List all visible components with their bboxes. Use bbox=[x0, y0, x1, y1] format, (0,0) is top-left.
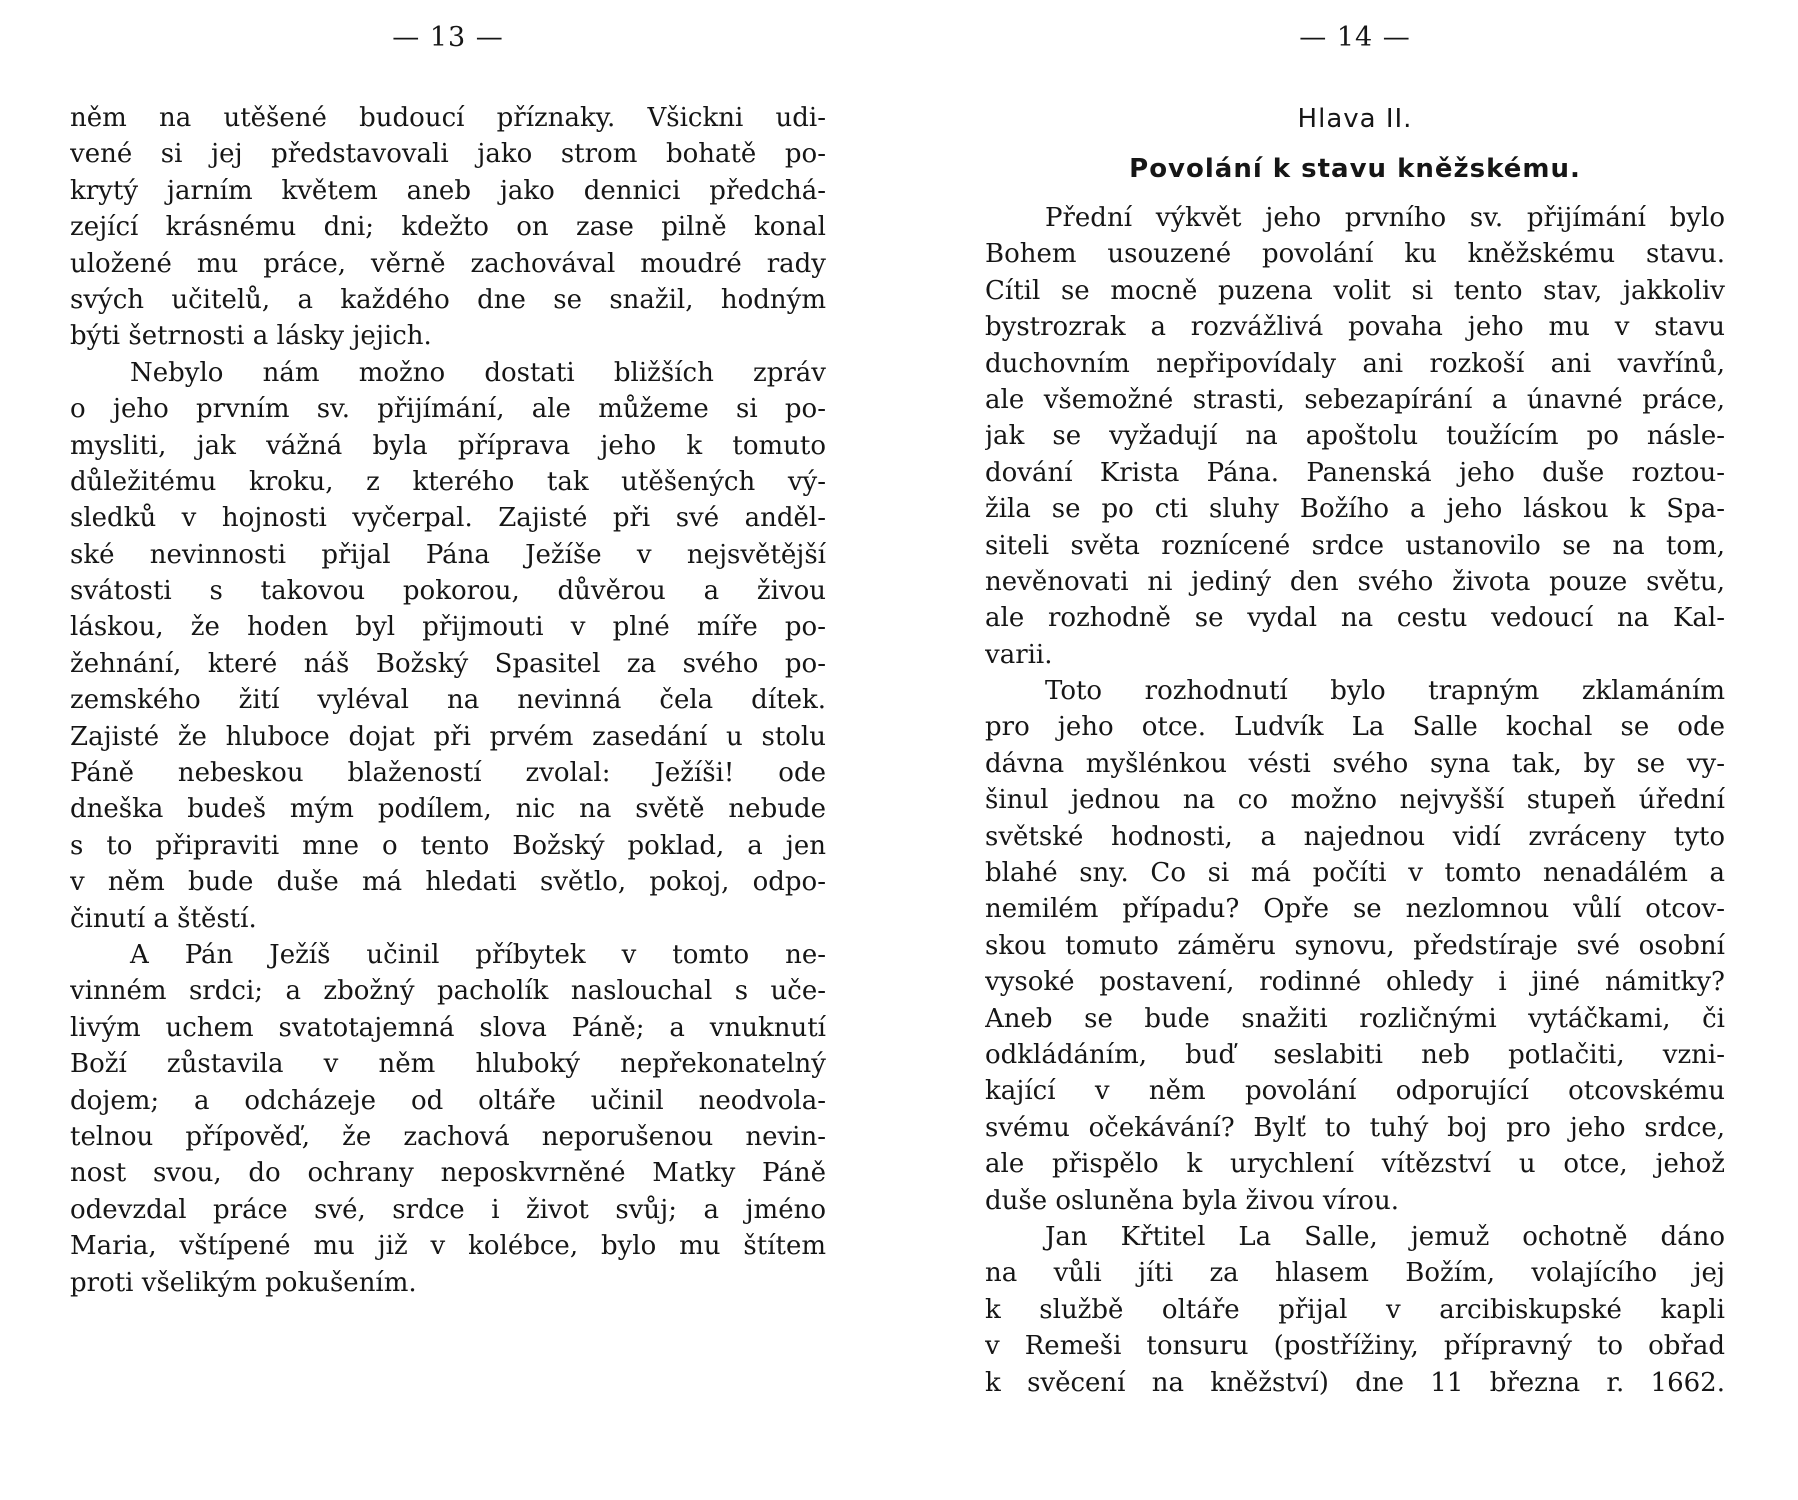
text-line: livým uchem svatotajemná slova Páně; a vnuknutí bbox=[70, 1012, 826, 1043]
text-line: blahé sny. Co si má počíti v tomto nenadálém a bbox=[985, 858, 1725, 889]
text-line: světské hodnosti, a najednou vidí zvráceny tyto bbox=[985, 821, 1725, 852]
text-line: jak se vyžadují na apoštolu toužícím po násle- bbox=[985, 421, 1725, 452]
text-line: ale rozhodně se vydal na cestu vedoucí na Kal- bbox=[985, 603, 1725, 634]
text-line: odkládáním, buď seslabiti neb potlačiti, vzni- bbox=[985, 1039, 1725, 1070]
text-line: Zajisté že hluboce dojat při prvém zasedání u stolu bbox=[70, 721, 826, 752]
text-line: Toto rozhodnutí bylo trapným zklamáním bbox=[1045, 676, 1725, 707]
text-line: nemilém případu? Opře se nezlomnou vůlí otcov- bbox=[985, 894, 1725, 925]
text-line: dojem; a odcházeje od oltáře učinil neodvola- bbox=[70, 1085, 826, 1116]
text-line: Jan Křtitel La Salle, jemuž ochotně dáno bbox=[1045, 1221, 1725, 1252]
text-line: důležitému kroku, z kterého tak utěšených vý- bbox=[70, 466, 826, 497]
text-line: Boží zůstavila v něm hluboký nepřekonatelný bbox=[70, 1049, 826, 1080]
text-line: pro jeho otce. Ludvík La Salle kochal se ode bbox=[985, 712, 1725, 743]
text-line: mysliti, jak vážná byla příprava jeho k tomuto bbox=[70, 430, 826, 461]
text-line: krytý jarním květem aneb jako dennici předchá- bbox=[70, 175, 826, 206]
text-line: uložené mu práce, věrně zachovával moudré rady bbox=[70, 248, 826, 279]
text-line: v něm bude duše má hledati světlo, pokoj, odpo- bbox=[70, 867, 826, 898]
chapter-title: Povolání k stavu kněžskému. bbox=[1129, 154, 1581, 184]
chapter-label: Hlava II. bbox=[1297, 104, 1413, 134]
text-line: dávna myšlénkou vésti svého syna tak, by se vy- bbox=[985, 748, 1725, 779]
text-line: svému očekávání? Bylť to tuhý boj pro jeho srdce, bbox=[985, 1112, 1725, 1143]
text-line: zející krásnému dni; kdežto on zase pilně konal bbox=[70, 212, 826, 243]
text-line: v Remeši tonsuru (postřížiny, přípravný to obřad bbox=[985, 1331, 1725, 1362]
text-line: žehnání, které náš Božský Spasitel za svého po- bbox=[70, 648, 826, 679]
text-line: o jeho prvním sv. přijímání, ale můžeme si po- bbox=[70, 394, 826, 425]
text-line: Nebylo nám možno dostati bližších zpráv bbox=[130, 357, 826, 388]
text-line: Cítil se mocně puzena volit si tento stav, jakkoliv bbox=[985, 275, 1725, 306]
text-line: proti všelikým pokušením. bbox=[70, 1267, 417, 1298]
text-line: Přední výkvět jeho prvního sv. přijímání bylo bbox=[1045, 203, 1725, 233]
left-page-text bbox=[70, 100, 826, 1301]
text-line: duše osluněna byla živou vírou. bbox=[985, 1185, 1399, 1216]
text-line: skou tomuto záměru synovu, předstíraje své osobní bbox=[985, 930, 1725, 961]
text-line: zemského žití vyléval na nevinná čela dítek. bbox=[70, 685, 826, 716]
text-line: svátosti s takovou pokorou, důvěrou a živou bbox=[70, 576, 826, 607]
text-line: bystrozrak a rozvážlivá povaha jeho mu v stavu bbox=[985, 312, 1725, 343]
text-line: vené si jej představovali jako strom bohatě po- bbox=[70, 139, 826, 170]
text-line: odevzdal práce své, srdce i život svůj; a jméno bbox=[70, 1194, 826, 1225]
text-line: varii. bbox=[985, 639, 1053, 670]
text-line: s to připraviti mne o tento Božský poklad, a jen bbox=[70, 830, 826, 861]
text-line: kající v něm povolání odporující otcovskému bbox=[985, 1076, 1725, 1107]
text-line: Bohem usouzené povolání ku kněžskému stavu. bbox=[985, 239, 1725, 270]
text-line: ské nevinnosti přijal Pána Ježíše v nejsvětější bbox=[70, 539, 826, 570]
right-page bbox=[985, 0, 1725, 1500]
text-line: k službě oltáře přijal v arcibiskupské kapli bbox=[985, 1294, 1725, 1325]
page-number-left: — 13 — bbox=[392, 22, 504, 53]
text-line: ale všemožné strasti, sebezapírání a únavné práce, bbox=[985, 384, 1725, 415]
text-line: vinném srdci; a zbožný pacholík naslouchal s uče- bbox=[70, 976, 826, 1007]
text-line: k svěcení na kněžství) dne 11 března r. 1662. bbox=[985, 1367, 1725, 1398]
text-line: svých učitelů, a každého dne se snažil, hodným bbox=[70, 284, 826, 315]
text-line: nost svou, do ochrany neposkvrněné Matky Páně bbox=[70, 1158, 826, 1189]
text-line: nevěnovati ni jediný den svého života pouze světu, bbox=[985, 566, 1725, 597]
text-line: činutí a štěstí. bbox=[70, 903, 257, 934]
text-line: vysoké postavení, rodinné ohledy i jiné námitky? bbox=[985, 967, 1725, 998]
text-line: A Pán Ježíš učinil příbytek v tomto ne- bbox=[130, 939, 826, 970]
text-line: duchovním nepřipovídaly ani rozkoší ani vavřínů, bbox=[985, 348, 1725, 379]
text-line: býti šetrnosti a lásky jejich. bbox=[70, 321, 432, 352]
text-line: siteli světa roznícené srdce ustanovilo se na tom, bbox=[985, 530, 1725, 561]
text-line: ale přispělo k urychlení vítězství u otce, jehož bbox=[985, 1149, 1725, 1180]
text-line: něm na utěšené budoucí příznaky. Všickni udi- bbox=[70, 103, 826, 133]
text-line: dneška budeš mým podílem, nic na světě nebude bbox=[70, 794, 826, 825]
text-line: Maria, vštípené mu již v kolébce, bylo mu štítem bbox=[70, 1231, 826, 1262]
right-page-text bbox=[985, 200, 1725, 1401]
text-line: láskou, že hoden byl přijmouti v plné míře po- bbox=[70, 612, 826, 643]
text-line: na vůli jíti za hlasem Božím, volajícího jej bbox=[985, 1258, 1725, 1289]
text-line: šinul jednou na co možno nejvyšší stupeň úřední bbox=[985, 785, 1725, 816]
text-line: žila se po cti sluhy Božího a jeho láskou k Spa- bbox=[985, 494, 1725, 525]
text-line: Aneb se bude snažiti rozličnými vytáčkami, či bbox=[985, 1003, 1725, 1034]
text-line: telnou přípověď, že zachová neporušenou nevin- bbox=[70, 1121, 826, 1152]
page-number-right: — 14 — bbox=[1299, 22, 1411, 53]
text-line: sledků v hojnosti vyčerpal. Zajisté při své anděl- bbox=[70, 503, 826, 534]
text-line: dování Krista Pána. Panenská jeho duše roztou- bbox=[985, 457, 1725, 488]
left-page bbox=[70, 0, 826, 1500]
text-line: Páně nebeskou blažeností zvolal: Ježíši! ode bbox=[70, 758, 826, 789]
